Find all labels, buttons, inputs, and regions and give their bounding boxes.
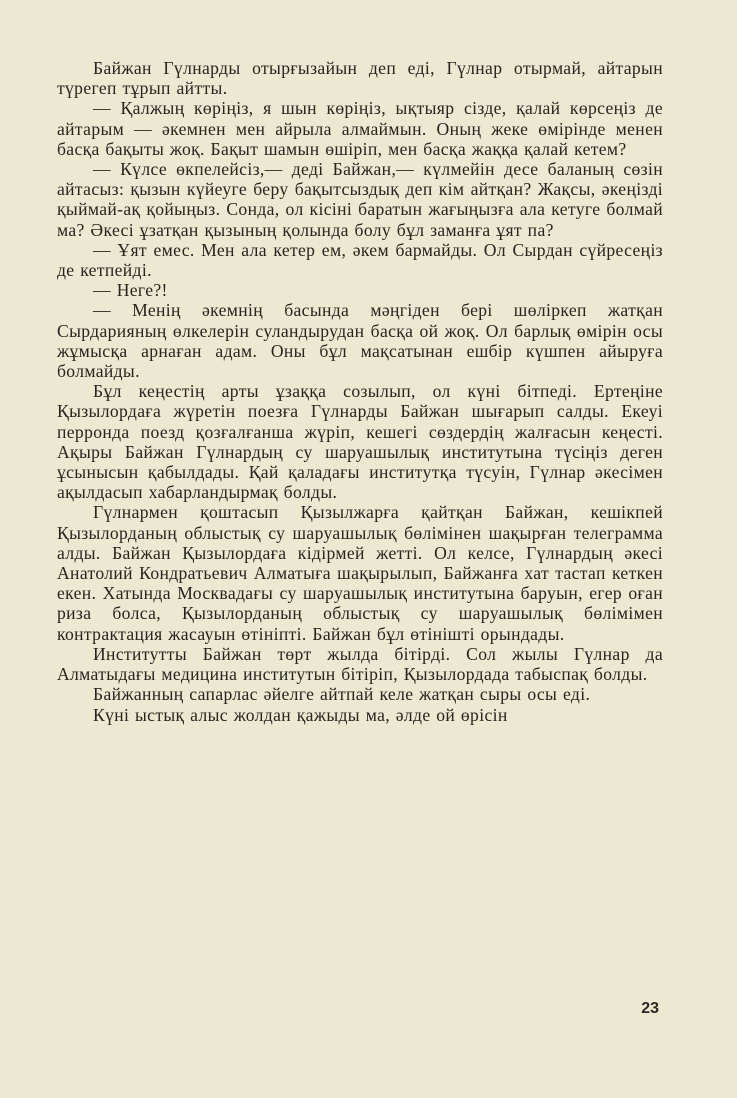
body-text bbox=[57, 58, 663, 725]
paragraph: Байжанның сапарлас әйелге айтпай келе жатқан сыры осы еді. bbox=[93, 684, 591, 705]
paragraph: Күні ыстық алыс жолдан қажыды ма, әлде ой өрісін bbox=[93, 704, 508, 725]
paragraph: — Қалжың көріңіз, я шын көріңіз, ықтыяр сізде, қалай көрсеңіз де айтарым — әкемнен мен айрыла алмаймын. Оның жеке өмірінде менен басқа бақыты жоқ. Бақыт шамын өшіріп, мен басқа жаққа қалай кетем? bbox=[57, 98, 663, 159]
paragraph: — Менің әкемнің басында мәңгіден бері шөліркеп жатқан Сырдарияның өлкелерін суландырудан басқа ой жоқ. Ол барлық өмірін осы жұмысқа арнаған адам. Оны бұл мақсатынан ешбір күшпен айыруға болмайды. bbox=[57, 300, 663, 382]
paragraph: — Күлсе өкпелейсіз,— деді Байжан,— күлмейін десе баланың сөзін айтасыз: қызын күйеуге беру бақытсыздық деп кім айтқан? Жақсы, әкеңізді қыймай-ақ қойыңыз. Сонда, ол кісіні баратын жағыңызға ала кетуге болмай ма? Әкесі ұзатқан қызының қолында болу бұл заманға ұят па? bbox=[57, 159, 663, 240]
page-number: 23 bbox=[641, 1000, 659, 1017]
paragraph: Институтты Байжан төрт жылда бітірді. Сол жылы Гүлнар да Алматыдағы медицина институтын бітіріп, Қызылордада табыспақ болды. bbox=[57, 643, 663, 685]
paragraph: — Ұят емес. Мен ала кетер ем, әкем бармайды. Ол Сырдан сүйресеңіз де кетпейді. bbox=[57, 239, 663, 281]
paragraph: Гүлнармен қоштасып Қызылжарға қайтқан Байжан, кешікпей Қызылорданың облыстық су шаруашылық бөлімінен шақырған телеграмма алды. Байжан Қызылордаға кідірмей жетті. Ол келсе, Гүлнардың әкесі Анатолий Кондратьевич Алматыға шақырылып, Байжанға хат тастап кеткен екен. Хатында Москвадағы су шаруашылық институтына баруын, егер оған риза болса, Қызылорданың облыстық су шаруашылық бөлімімен контрактация жасауын өтініпті. Байжан бұл өтінішті орындады. bbox=[57, 502, 663, 644]
paragraph: — Неге?! bbox=[93, 280, 168, 301]
paragraph: Бұл кеңестің арты ұзаққа созылып, ол күні бітпеді. Ертеңіне Қызылордаға жүретін поезға Гүлнарды Байжан шығарып салды. Екеуі перронда поезд қозғалғанша жүріп, кешегі сөздердің жалғасын кеңесті. Ақыры Байжан Гүлнардың су шаруашылық институтына түсіңіз деген ұсынысын қабылдады. Қай қаладағы институтқа түсуін, Гүлнар әкесімен ақылдасып хабарландырмақ болды. bbox=[57, 381, 663, 503]
paragraph: Байжан Гүлнарды отырғызайын деп еді, Гүлнар отырмай, айтарын түрегеп тұрып айтты. bbox=[57, 58, 663, 99]
